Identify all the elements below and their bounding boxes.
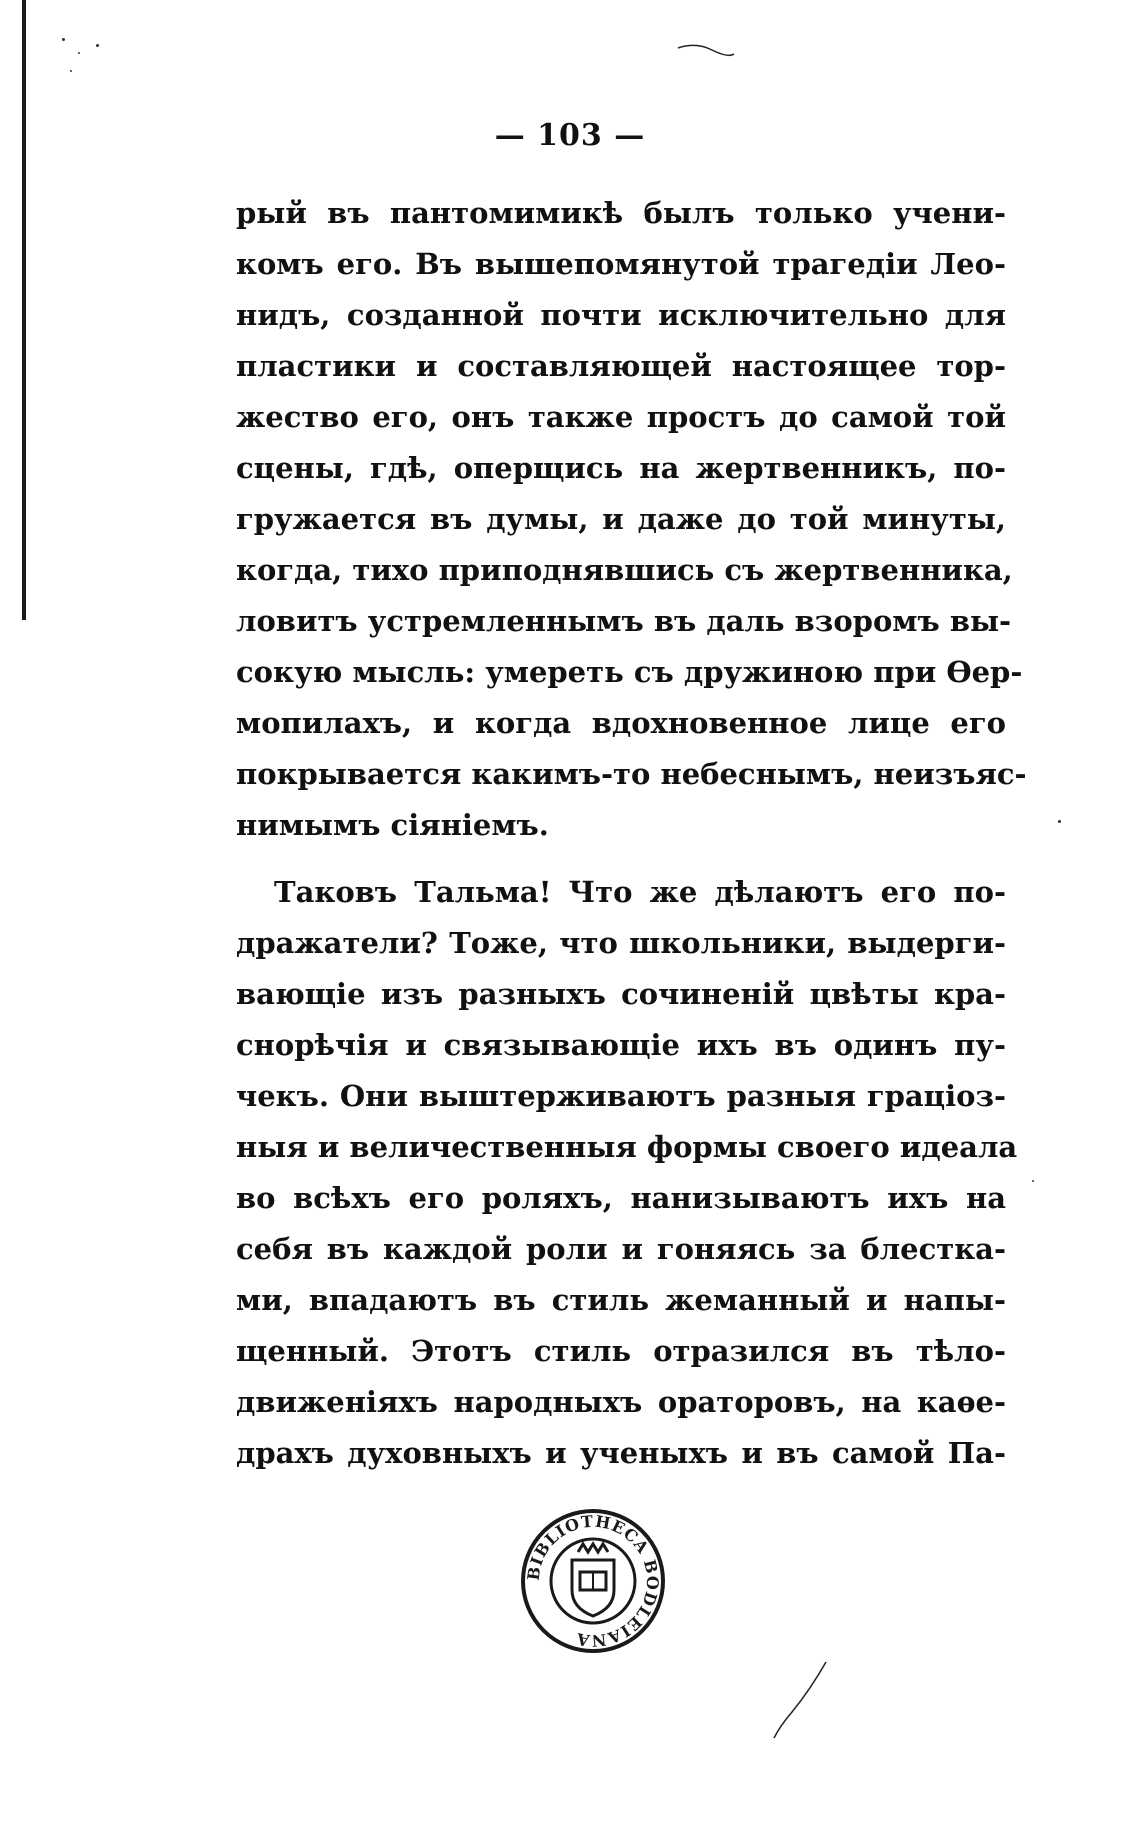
- text-line: мопилахъ, и когда вдохновенное лице его: [236, 706, 1006, 740]
- text-line: чекъ. Они выштерживаютъ разныя граціоз-: [236, 1079, 1006, 1113]
- speck: [96, 44, 99, 47]
- speck: [70, 70, 72, 72]
- text-line: ныя и величественныя формы своего идеала: [236, 1130, 1018, 1164]
- text-line: ловитъ устремленнымъ въ даль взоромъ вы-: [236, 604, 1012, 638]
- speck: [62, 38, 65, 41]
- text-line: нимымъ сіяніемъ.: [236, 808, 549, 842]
- pencil-scratch-bottom: [770, 1660, 830, 1740]
- text-line: во всѣхъ его роляхъ, нанизываютъ ихъ на: [236, 1181, 1006, 1215]
- text-line: гружается въ думы, и даже до той минуты,: [236, 502, 1006, 536]
- library-stamp: [520, 1508, 666, 1654]
- text-line: жество его, онъ также простъ до самой той: [236, 400, 1006, 434]
- text-line: снорѣчія и связывающіе ихъ въ одинъ пу-: [236, 1028, 1006, 1062]
- stamp-text: BIBLIOTHECA BODLEIANA: [523, 1511, 663, 1651]
- shield-emblem: [572, 1544, 614, 1616]
- text-line: комъ его. Въ вышепомянутой трагедіи Лео-: [236, 247, 1006, 281]
- text-line: движеніяхъ народныхъ ораторовъ, на каѳе-: [236, 1385, 1006, 1419]
- text-line: сцены, гдѣ, оперщись на жертвенникъ, по-: [236, 451, 1006, 485]
- text-line: пластики и составляющей настоящее тор-: [236, 349, 1006, 383]
- text-line: дражатели? Тоже, что школьники, выдерги-: [236, 926, 1006, 960]
- text-line: ми, впадаютъ въ стиль жеманный и напы-: [236, 1283, 1006, 1317]
- speck: [1032, 1180, 1034, 1182]
- text-line: Таковъ Тальма! Что же дѣлаютъ его по-: [274, 875, 1006, 909]
- speck: [78, 52, 80, 54]
- text-line: вающіе изъ разныхъ сочиненій цвѣты кра-: [236, 977, 1006, 1011]
- body-text: [236, 188, 1027, 1479]
- text-line: рый въ пантомимикѣ былъ только учени-: [236, 196, 1006, 230]
- text-line: щенный. Этотъ стиль отразился въ тѣло-: [236, 1334, 1006, 1368]
- text-line: когда, тихо приподнявшись съ жертвенника,: [236, 553, 1013, 587]
- page-edge-shadow: [22, 0, 26, 620]
- text-line: сокую мысль: умереть съ дружиною при Ѳер-: [236, 655, 1023, 689]
- pencil-scratch-top: [676, 40, 736, 60]
- text-line: покрывается какимъ-то небеснымъ, неизъяс-: [236, 757, 1027, 791]
- speck: [1058, 820, 1061, 823]
- text-line: себя въ каждой роли и гоняясь за блестка-: [236, 1232, 1006, 1266]
- text-line: драхъ духовныхъ и ученыхъ и въ самой Па-: [236, 1436, 1006, 1470]
- page-number: — 103 —: [494, 118, 646, 153]
- text-line: нидъ, созданной почти исключительно для: [236, 298, 1006, 332]
